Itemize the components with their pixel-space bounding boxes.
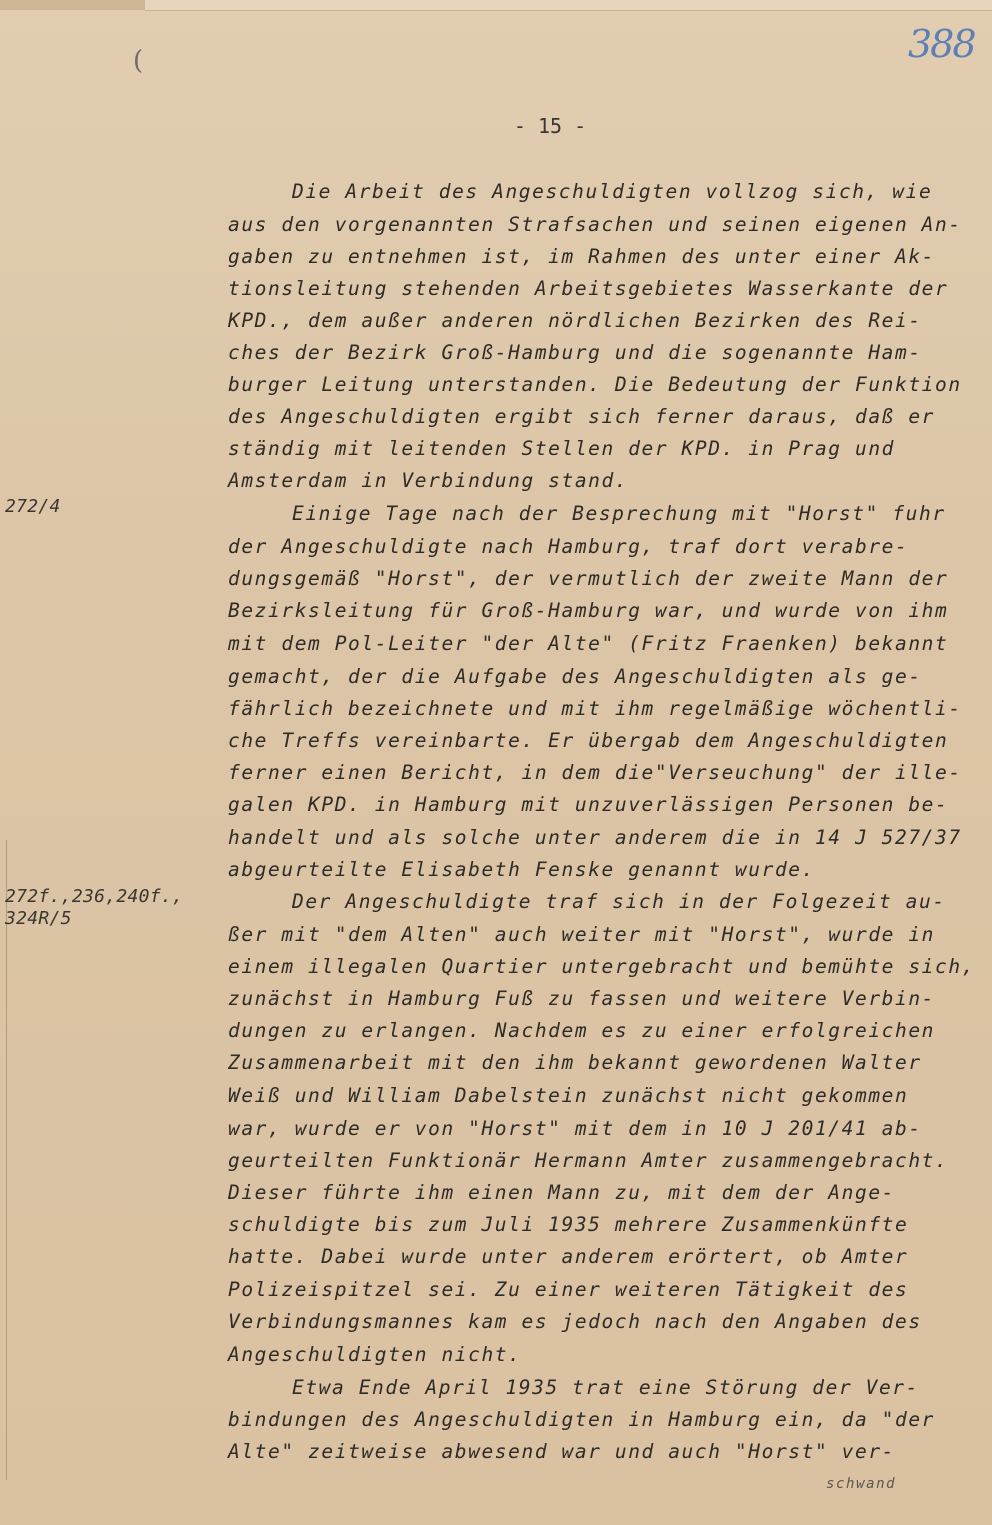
text-line: bindungen des Angeschuldigten in Hamburg ein, da "der: [228, 1408, 936, 1431]
pencil-mark: (: [133, 46, 144, 76]
text-line: dungsgemäß "Horst", der vermutlich der zweite Mann der: [228, 567, 949, 590]
text-line: dungen zu erlangen. Nachdem es zu einer erfolgreichen: [228, 1019, 936, 1042]
binding-line: [6, 840, 7, 1480]
text-line: Etwa Ende April 1935 trat eine Störung der Ver-: [292, 1376, 919, 1399]
text-line: fährlich bezeichnete und mit ihm regelmäßige wöchentli-: [228, 697, 962, 720]
text-line: gaben zu entnehmen ist, im Rahmen des unter einer Ak-: [228, 245, 936, 268]
text-line: galen KPD. in Hamburg mit unzuverlässigen Personen be-: [228, 793, 949, 816]
text-line: Alte" zeitweise abwesend war und auch "Horst" ver-: [228, 1440, 895, 1463]
text-line: Einige Tage nach der Besprechung mit "Horst" fuhr: [292, 502, 946, 525]
text-line: gemacht, der die Aufgabe des Angeschuldigten als ge-: [228, 665, 922, 688]
text-line: des Angeschuldigten ergibt sich ferner daraus, daß er: [228, 405, 936, 428]
text-line: Angeschuldigten nicht.: [228, 1343, 522, 1366]
text-line: Verbindungsmannes kam es jedoch nach den Angaben des: [228, 1310, 922, 1333]
paper-top-edge: [145, 0, 992, 11]
text-line: Polizeispitzel sei. Zu einer weiteren Tätigkeit des: [228, 1278, 909, 1301]
text-line: ches der Bezirk Groß-Hamburg und die sogenannte Ham-: [228, 341, 922, 364]
margin-reference: 272/4: [5, 496, 61, 517]
text-line: che Treffs vereinbarte. Er übergab dem Angeschuldigten: [228, 729, 949, 752]
text-line: abgeurteilte Elisabeth Fenske genannt wurde.: [228, 858, 815, 881]
text-line: KPD., dem außer anderen nördlichen Bezirken des Rei-: [228, 309, 922, 332]
text-line: ferner einen Bericht, in dem die"Verseuchung" der ille-: [228, 761, 962, 784]
text-line: ßer mit "dem Alten" auch weiter mit "Horst", wurde in: [228, 923, 936, 946]
text-line: aus den vorgenannten Strafsachen und seinen eigenen An-: [228, 213, 962, 236]
text-line: mit dem Pol-Leiter "der Alte" (Fritz Fraenken) bekannt: [228, 632, 949, 655]
text-line: Bezirksleitung für Groß-Hamburg war, und wurde von ihm: [228, 599, 949, 622]
text-line: Amsterdam in Verbindung stand.: [228, 469, 629, 492]
margin-reference: 324R/5: [5, 908, 72, 929]
text-line: Weiß und William Dabelstein zunächst nicht gekommen: [228, 1084, 909, 1107]
text-line: ständig mit leitenden Stellen der KPD. in Prag und: [228, 437, 895, 460]
text-line: Dieser führte ihm einen Mann zu, mit dem der Ange-: [228, 1181, 895, 1204]
text-line: Die Arbeit des Angeschuldigten vollzog sich, wie: [292, 180, 933, 203]
text-line: hatte. Dabei wurde unter anderem erörtert, ob Amter: [228, 1245, 909, 1268]
text-line: schuldigte bis zum Juli 1935 mehrere Zusammenkünfte: [228, 1213, 909, 1236]
text-line: tionsleitung stehenden Arbeitsgebietes Wasserkante der: [228, 277, 949, 300]
text-line: einem illegalen Quartier untergebracht und bemühte sich,: [228, 955, 976, 978]
text-line: der Angeschuldigte nach Hamburg, traf dort verabre-: [228, 535, 909, 558]
margin-reference: 272f.,236,240f.,: [5, 886, 184, 907]
text-line: Der Angeschuldigte traf sich in der Folgezeit au-: [292, 890, 946, 913]
catchword-partial: schwand: [826, 1476, 897, 1490]
paper-shadow: [0, 0, 145, 10]
text-line: burger Leitung unterstanden. Die Bedeutung der Funktion: [228, 373, 962, 396]
text-line: handelt und als solche unter anderem die in 14 J 527/37: [228, 826, 962, 849]
page-number: - 15 -: [513, 114, 587, 138]
text-line: war, wurde er von "Horst" mit dem in 10 J 201/41 ab-: [228, 1117, 922, 1140]
text-line: zunächst in Hamburg Fuß zu fassen und weitere Verbin-: [228, 987, 936, 1010]
archive-page-number: 388: [908, 22, 975, 66]
text-line: Zusammenarbeit mit den ihm bekannt gewordenen Walter: [228, 1051, 922, 1074]
text-line: geurteilten Funktionär Hermann Amter zusammengebracht.: [228, 1149, 949, 1172]
